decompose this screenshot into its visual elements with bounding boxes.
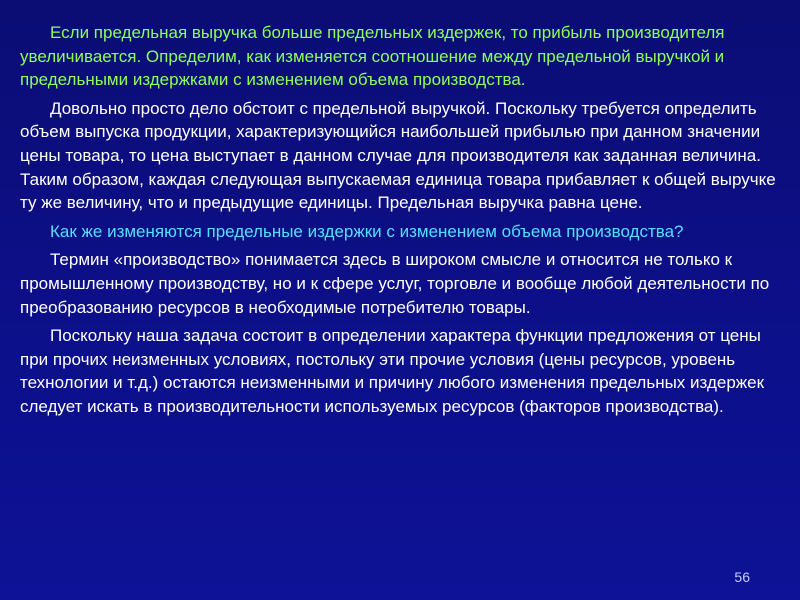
page-number: 56: [734, 569, 750, 585]
paragraph-production-term: Термин «производство» понимается здесь в широком смысле и относится не только к промышленному производству, но и к сфере услуг, торговле и вообще любой деятельности по преобразованию ресурсов в необходимые потребителю товары.: [20, 250, 770, 317]
slide-text-body: [20, 21, 782, 424]
paragraph-marginal-revenue: Довольно просто дело обстоит с предельной выручкой. Поскольку требуется определить объем выпуска продукции, характеризующийся наибольшей прибылью при данном значении цены товара, то цена выступает в данном случае для производителя как заданная величина. Таким образом, каждая следующая выпускаемая единица товара прибавляет к общей выручке ту же величину, что и предыдущие единицы. Предельная выручка равна цене.: [20, 98, 776, 213]
paragraph-profit-condition: Если предельная выручка больше предельных издержек, то прибыль производителя увеличивается. Определим, как изменяется соотношение между предельной выручкой и предельными издержками с изменением объема производства.: [20, 23, 725, 90]
paragraph-supply-function: Поскольку наша задача состоит в определении характера функции предложения от цены при прочих неизменных условиях, постольку эти прочие условия (цены ресурсов, уровень технологии и т.д.) остаются неизменными и причину любого изменения предельных издержек следует искать в производительности используемых ресурсов (факторов производства).: [20, 326, 765, 416]
paragraph-question: Как же изменяются предельные издержки с изменением объема производства?: [50, 221, 684, 241]
